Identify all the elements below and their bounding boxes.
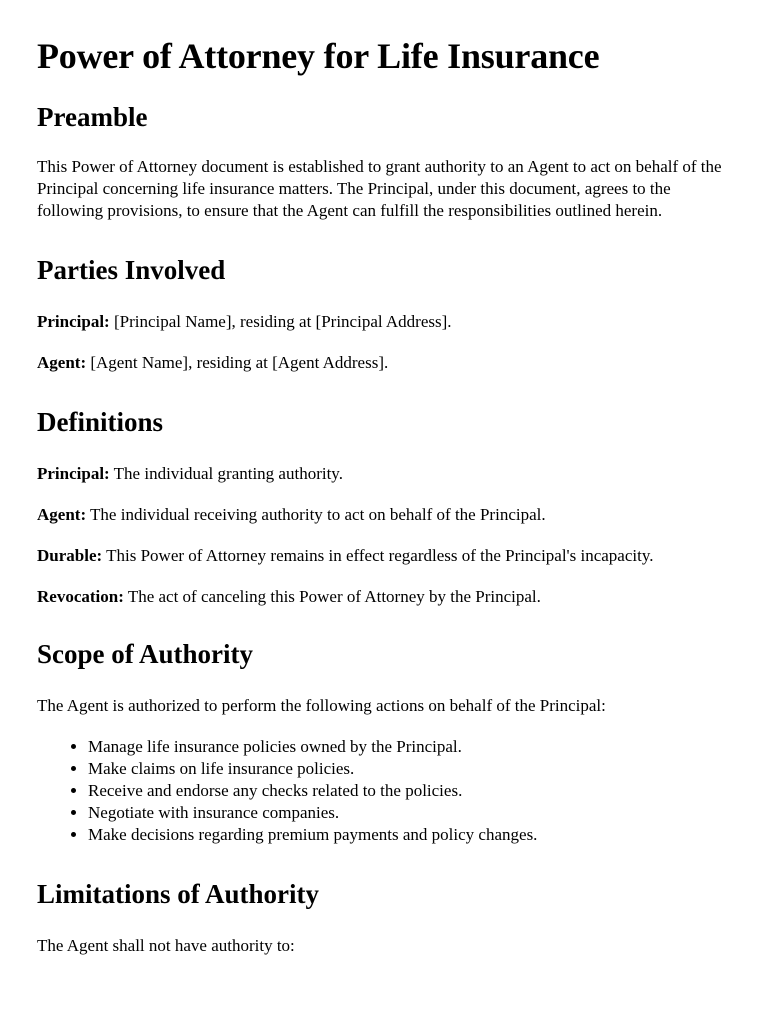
definition-text: The act of canceling this Power of Attorney by the Principal. <box>123 587 541 606</box>
principal-label: Principal: <box>37 312 110 331</box>
scope-intro: The Agent is authorized to perform the following actions on behalf of the Principal: <box>37 696 606 715</box>
definition-text: This Power of Attorney remains in effect regardless of the Principal's incapacity. <box>102 546 654 565</box>
scope-heading: Scope of Authority <box>37 639 253 669</box>
list-item: • Negotiate with insurance companies. <box>88 802 740 824</box>
agent-details: [Agent Name], residing at [Agent Address]. <box>86 353 389 372</box>
definition-term: Principal: <box>37 464 110 483</box>
definition-text: The individual granting authority. <box>109 464 343 483</box>
limitations-heading: Limitations of Authority <box>37 879 320 909</box>
principal-party <box>37 311 740 333</box>
parties-heading: Parties Involved <box>37 255 226 285</box>
limitations-intro: The Agent shall not have authority to: <box>37 936 295 955</box>
agent-party <box>37 352 740 374</box>
definition-item <box>37 545 740 567</box>
definition-item <box>37 586 740 608</box>
list-item: • Make decisions regarding premium payments and policy changes. <box>88 824 740 846</box>
scope-section <box>37 637 740 846</box>
list-item: • Receive and endorse any checks related to the policies. <box>88 780 740 802</box>
list-item: • Make claims on life insurance policies. <box>88 758 740 780</box>
principal-details: [Principal Name], residing at [Principal Address]. <box>109 312 452 331</box>
limitations-section <box>37 877 740 957</box>
definition-term: Durable: <box>37 546 103 565</box>
definition-item <box>37 463 740 485</box>
definitions-section <box>37 405 740 608</box>
document-title: Power of Attorney for Life Insurance <box>37 36 600 76</box>
definition-text: The individual receiving authority to act on behalf of the Principal. <box>86 505 546 524</box>
list-item: • Manage life insurance policies owned by the Principal. <box>88 736 740 758</box>
definition-item <box>37 504 740 526</box>
preamble-text: This Power of Attorney document is established to grant authority to an Agent to act on behalf of the Principal concerning life insurance matters. The Principal, under this document, agrees to the following provisions, to ensure that the Agent can fulfill the responsibilities outlined herein. <box>37 157 722 220</box>
definition-term: Agent: <box>37 505 87 524</box>
definition-term: Revocation: <box>37 587 124 606</box>
preamble-heading: Preamble <box>37 102 148 132</box>
parties-section <box>37 253 740 374</box>
scope-list <box>37 736 740 846</box>
preamble-section <box>37 100 740 222</box>
agent-label: Agent: <box>37 353 87 372</box>
definitions-heading: Definitions <box>37 407 164 437</box>
